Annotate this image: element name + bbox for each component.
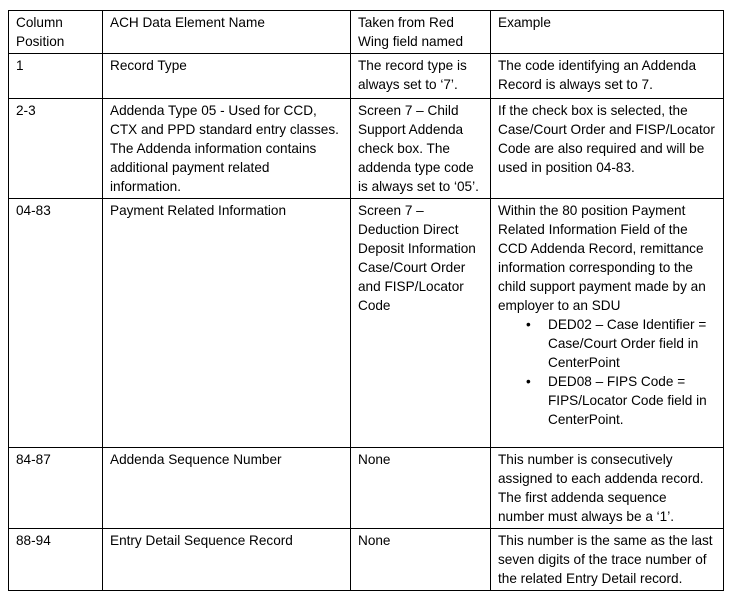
header-example: Example [491, 11, 724, 54]
cell-red-wing-field: The record type is always set to ‘7’. [351, 54, 491, 99]
cell-position: 2-3 [9, 99, 103, 199]
cell-red-wing-field: None [351, 529, 491, 591]
cell-element-name: Payment Related Information [103, 199, 351, 448]
cell-position: 1 [9, 54, 103, 99]
ach-addenda-table [8, 10, 724, 591]
example-paragraph: Within the 80 position Payment Related Information Field of the CCD Addenda Record, remittance information corresponding to the child support payment made by an employer to an SDU [498, 203, 706, 313]
cell-red-wing-field: Screen 7 – Child Support Addenda check box. The addenda type code is always set to ‘05’. [351, 99, 491, 199]
cell-position: 88-94 [9, 529, 103, 591]
cell-position: 04-83 [9, 199, 103, 448]
cell-example [491, 199, 724, 448]
header-ach-data-element-name: ACH Data Element Name [103, 11, 351, 54]
table-row-entry-detail-sequence-record [9, 529, 724, 591]
cell-element-name: Record Type [103, 54, 351, 99]
cell-red-wing-field: Screen 7 – Deduction Direct Deposit Information Case/Court Order and FISP/Locator Code [351, 199, 491, 448]
cell-position: 84-87 [9, 448, 103, 529]
table-row-addenda-sequence-number [9, 448, 724, 529]
cell-example: If the check box is selected, the Case/Court Order and FISP/Locator Code are also required and will be used in position 04-83. [491, 99, 724, 199]
cell-red-wing-field: None [351, 448, 491, 529]
table-row-addenda-type [9, 99, 724, 199]
table-row-record-type [9, 54, 724, 99]
header-column-position: Column Position [9, 11, 103, 54]
table-row-payment-related-info [9, 199, 724, 448]
cell-element-name: Entry Detail Sequence Record [103, 529, 351, 591]
cell-element-name: Addenda Sequence Number [103, 448, 351, 529]
cell-element-name: Addenda Type 05 - Used for CCD, CTX and PPD standard entry classes. The Addenda information contains additional payment related information. [103, 99, 351, 199]
bullet-item-ded08: • DED08 – FIPS Code = FIPS/Locator Code field in CenterPoint. [524, 372, 716, 429]
cell-example: The code identifying an Addenda Record is always set to 7. [491, 54, 724, 99]
example-bullet-list [498, 315, 716, 429]
header-red-wing-field: Taken from Red Wing field named [351, 11, 491, 54]
cell-example: This number is consecutively assigned to each addenda record. The first addenda sequence number must always be a ‘1’. [491, 448, 724, 529]
table-header-row [9, 11, 724, 54]
cell-example: This number is the same as the last seven digits of the trace number of the related Entry Detail record. [491, 529, 724, 591]
bullet-item-ded02: • DED02 – Case Identifier = Case/Court Order field in CenterPoint [524, 315, 716, 372]
